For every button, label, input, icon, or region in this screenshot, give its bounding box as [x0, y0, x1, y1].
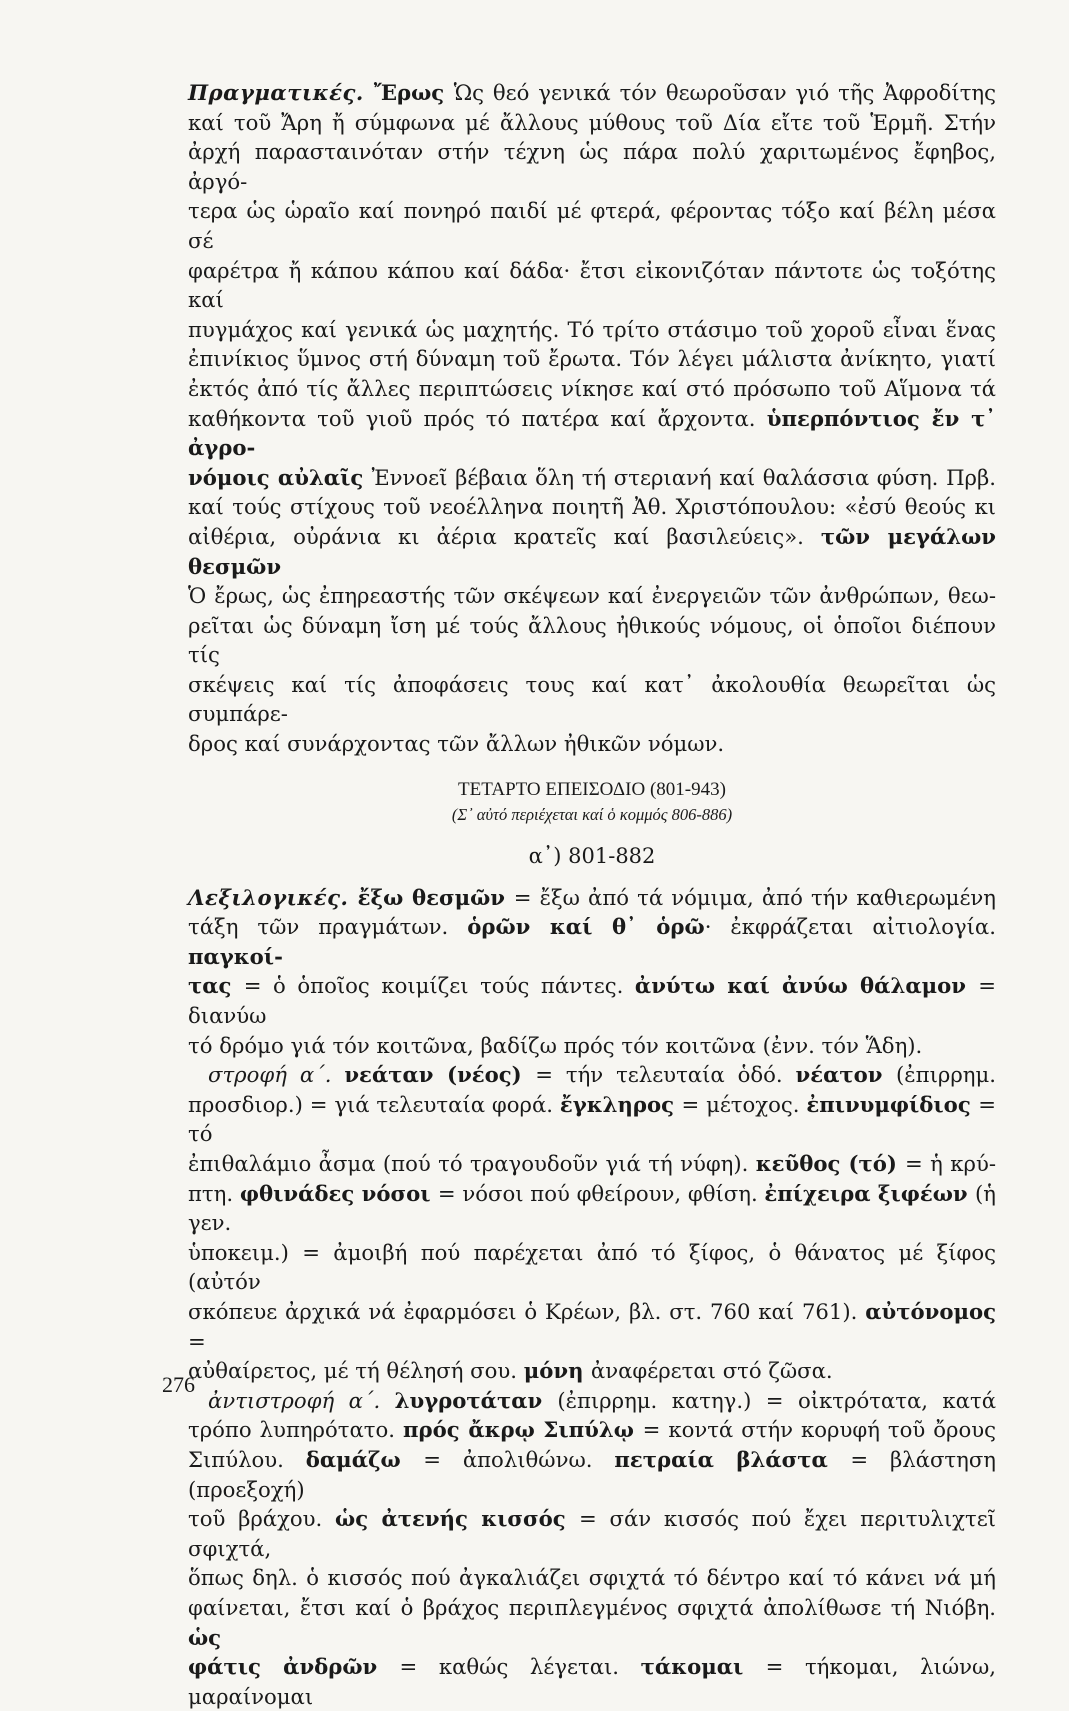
text-line: [188, 1060, 996, 1090]
text-run: Ὁ ἔρως, ὡς ἐπηρεαστής τῶν σκέψεων καί ἐνεργειῶν τῶν ἀνθρώπων, θεω-: [188, 583, 996, 609]
lemma-term: ὡς: [188, 1624, 222, 1650]
lemma-term: ἐπινυμφίδιος: [806, 1091, 979, 1117]
lemma-term: αὐτόνομος: [865, 1298, 996, 1324]
text-run: = μέτοχος.: [681, 1091, 807, 1117]
lemma-term: νόμοις αὐλαῖς: [188, 464, 372, 490]
text-run: = καθώς λέγεται.: [399, 1654, 641, 1680]
text-line: [188, 315, 996, 345]
text-line: [188, 374, 996, 404]
lemma-term: νεάταν (νέος): [344, 1062, 536, 1088]
text-run: = τό: [188, 1091, 996, 1147]
text-run: = ὁ ὁποῖος κοιμίζει τούς πάντες.: [243, 973, 635, 999]
text-run: = βλάστηση (προεξοχή): [188, 1446, 996, 1502]
text-run: (ἐπιρρημ.: [896, 1062, 996, 1088]
text-line: [188, 581, 996, 611]
text-run: ρεῖται ὡς δύναμη ἴση μέ τούς ἄλλους ἠθικούς νόμους, οἱ ὁποῖοι διέπουν τίς: [188, 612, 996, 668]
lemma-term: μόνη: [523, 1358, 591, 1384]
text-run: = τήκομαι, λιώνω, μαραίνομαι: [188, 1654, 996, 1709]
text-line: [188, 78, 996, 108]
text-run: καί τοῦ Ἄρη ἤ σύμφωνα μέ ἄλλους μύθους τοῦ Δία εἴτε τοῦ Ἑρμῆ. Στήν: [188, 109, 996, 135]
text-line: [188, 1238, 996, 1297]
text-line: [188, 463, 996, 493]
section-label: στροφή α΄.: [208, 1062, 345, 1088]
text-run: = νόσοι πού φθείρουν, φθίση.: [437, 1180, 765, 1206]
section-label: Λεξιλογικές.: [188, 884, 358, 910]
lemma-term: ἔξω θεσμῶν: [357, 884, 514, 910]
text-run: ἀναφέρεται στό ζῶσα.: [590, 1358, 833, 1384]
text-run: προσδιορ.) = γιά τελευταία φορά.: [188, 1091, 560, 1117]
text-run: (ἡ γεν.: [188, 1180, 996, 1236]
lemma-term: ἀνύτω καί ἀνύω θάλαμον: [634, 973, 979, 999]
text-run: =: [188, 1328, 206, 1354]
text-run: ἐκτός ἀπό τίς ἄλλες περιπτώσεις νίκησε καί στό πρόσωπο τοῦ Αἵμονα τά: [188, 375, 996, 401]
text-run: Ἐννοεῖ βέβαια ὅλη τή στεριανή καί θαλάσσια φύση. Πρβ.: [371, 464, 996, 490]
text-line: [188, 971, 996, 1030]
text-run: Σιπύλου.: [188, 1446, 306, 1472]
lemma-term: ὡς ἀτενής κισσός: [335, 1506, 580, 1532]
text-run: = τήν τελευταία ὁδό.: [535, 1062, 796, 1088]
text-run: καί τούς στίχους τοῦ νεοέλληνα ποιητῆ Ἀθ. Χριστόπουλου: «ἐσύ θεούς κι: [188, 494, 996, 520]
commentary-section-lexilogikes: [188, 883, 996, 1711]
text-line: [188, 256, 996, 315]
lemma-term: παγκοί-: [188, 943, 283, 969]
text-line: [188, 1090, 996, 1149]
text-line: [188, 1031, 996, 1061]
episode-heading: ΤΕΤΑΡΤΟ ΕΠΕΙΣΟΔΙΟ (801-943): [458, 778, 726, 800]
lemma-term: ὑπερπόντιος ἔν τ᾽ ἀγρο-: [188, 405, 996, 461]
text-line: [188, 1504, 996, 1563]
text-run: ἀρχή παρασταινόταν στήν τέχνη ὡς πάρα πολύ χαριτωμένος ἔφηβος, ἀργό-: [188, 139, 996, 194]
text-run: αἰθέρια, οὐράνια κι ἀέρια κρατεῖς καί βασιλεύεις».: [188, 523, 821, 549]
text-run: ὑποκειμ.) = ἀμοιβή πού παρέχεται ἀπό τό ξίφος, ὁ θάνατος μέ ξίφος (αὐτόν: [188, 1239, 996, 1295]
text-run: τό δρόμο γιά τόν κοιτῶνα, βαδίζω πρός τόν κοιτῶνα (ἐνν. τόν Ἅδη).: [188, 1032, 923, 1058]
lemma-term: ἐπίχειρα ξιφέων: [764, 1180, 976, 1206]
text-line: [188, 611, 996, 670]
text-run: = κοντά στήν κορυφή τοῦ ὄρους: [642, 1417, 996, 1443]
text-run: Ὡς θεό γενικά τόν θεωροῦσαν γιό τῆς Ἀφροδίτης: [453, 80, 996, 105]
text-line: [188, 196, 996, 255]
section-label: Πραγματικές.: [188, 80, 374, 105]
page: [188, 78, 996, 1711]
text-run: πτη.: [188, 1180, 240, 1206]
text-line: [188, 1652, 996, 1711]
lemma-term: Ἔρως: [373, 80, 454, 105]
section-label: ἀντιστροφή α΄.: [208, 1387, 395, 1413]
lemma-term: πρός ἄκρῳ Σιπύλῳ: [403, 1417, 643, 1443]
text-run: = ἀπολιθώνω.: [423, 1446, 615, 1472]
text-run: τρόπο λυπηρότατο.: [188, 1417, 404, 1443]
text-run: τοῦ βράχου.: [188, 1506, 336, 1532]
text-run: = ἔξω ἀπό τά νόμιμα, ἀπό τήν καθιερωμένη: [513, 884, 997, 910]
episode-subheading: (Σ᾽ αὐτό περιέχεται καί ὁ κομμός 806-886): [451, 804, 733, 824]
lemma-term: ἔγκληρος: [559, 1091, 682, 1117]
page-number: 276: [162, 1372, 195, 1397]
lemma-term: φθινάδες νόσοι: [239, 1180, 438, 1206]
text-line: [188, 1386, 996, 1416]
text-line: [188, 883, 996, 913]
lemma-term: λυγροτάταν: [394, 1387, 558, 1413]
text-run: δρος καί συνάρχοντας τῶν ἄλλων ἠθικῶν νόμων.: [188, 731, 725, 757]
text-line: [188, 1356, 996, 1386]
text-run: αὐθαίρετος, μέ τή θέλησή σου.: [188, 1358, 524, 1384]
text-run: σκέψεις καί τίς ἀποφάσεις τους καί κατ᾽ ἀκολουθία θεωρεῖται ὡς συμπάρε-: [188, 671, 996, 727]
lemma-term: ὁρῶν καί θ᾽ ὁρῶ: [467, 914, 705, 940]
text-line: [188, 1149, 996, 1179]
text-run: (ἐπιρρημ. κατηγ.) = οἰκτρότατα, κατά: [557, 1387, 997, 1413]
text-line: [188, 404, 996, 463]
text-run: καθήκοντα τοῦ γιοῦ πρός τό πατέρα καί ἄρχοντα.: [188, 405, 767, 431]
lemma-term: τῶν μεγάλων θεσμῶν: [188, 523, 996, 579]
text-run: φαρέτρα ἤ κάπου κάπου καί δάδα· ἔτσι εἰκονιζόταν πάντοτε ὡς τοξότης καί: [188, 257, 996, 313]
text-line: [188, 492, 996, 522]
commentary-section-pragmatikes: [188, 78, 996, 759]
text-line: [188, 1445, 996, 1504]
text-run: = σάν κισσός πού ἔχει περιτυλιχτεῖ σφιχτά,: [188, 1506, 996, 1561]
text-line: [188, 729, 996, 759]
text-run: φαίνεται, ἔτσι καί ὁ βράχος περιπλεγμένος σφιχτά ἀπολίθωσε τή Νιόβη.: [188, 1594, 996, 1620]
text-run: = ἡ κρύ-: [904, 1151, 996, 1176]
text-line: [188, 1563, 996, 1593]
text-line: [188, 912, 996, 971]
text-line: [188, 522, 996, 581]
lemma-term: πετραία βλάστα: [614, 1446, 851, 1472]
text-run: ἐπιθαλάμιο ἆσμα (πού τό τραγουδοῦν γιά τή νύφη).: [188, 1151, 756, 1176]
lemma-term: τάκομαι: [640, 1654, 766, 1680]
text-run: τάξη τῶν πραγμάτων.: [188, 914, 468, 940]
section-heading: α᾽) 801-882: [528, 843, 656, 868]
text-line: [188, 1593, 996, 1652]
text-run: ὅπως δηλ. ὁ κισσός πού ἀγκαλιάζει σφιχτά τό δέντρο καί τό κάνει νά μή: [188, 1565, 996, 1591]
text-line: [188, 344, 996, 374]
text-run: πυγμάχος καί γενικά ὡς μαχητής. Τό τρίτο στάσιμο τοῦ χοροῦ εἶναι ἕνας: [188, 316, 996, 342]
episode-headings: [188, 777, 996, 871]
lemma-term: νέατον: [795, 1062, 897, 1088]
text-line: [188, 670, 996, 729]
text-line: [188, 137, 996, 196]
text-run: ἐπινίκιος ὕμνος στή δύναμη τοῦ ἔρωτα. Τόν λέγει μάλιστα ἀνίκητο, γιατί: [188, 346, 996, 372]
text-run: · ἐκφράζεται αἰτιολογία.: [704, 914, 996, 940]
text-run: = διανύω: [188, 973, 996, 1029]
text-run: τερα ὡς ὡραῖο καί πονηρό παιδί μέ φτερά, φέροντας τόξο καί βέλη μέσα σέ: [188, 198, 996, 253]
text-line: [188, 1179, 996, 1238]
text-line: [188, 1297, 996, 1356]
lemma-term: τας: [188, 973, 244, 999]
lemma-term: κεῦθος (τό): [755, 1151, 905, 1176]
text-run: σκόπευε ἀρχικά νά ἐφαρμόσει ὁ Κρέων, βλ. στ. 760 καί 761).: [188, 1298, 866, 1324]
text-line: [188, 1415, 996, 1445]
lemma-term: δαμάζω: [305, 1446, 424, 1472]
lemma-term: φάτις ἀνδρῶν: [188, 1654, 400, 1680]
text-line: [188, 108, 996, 138]
